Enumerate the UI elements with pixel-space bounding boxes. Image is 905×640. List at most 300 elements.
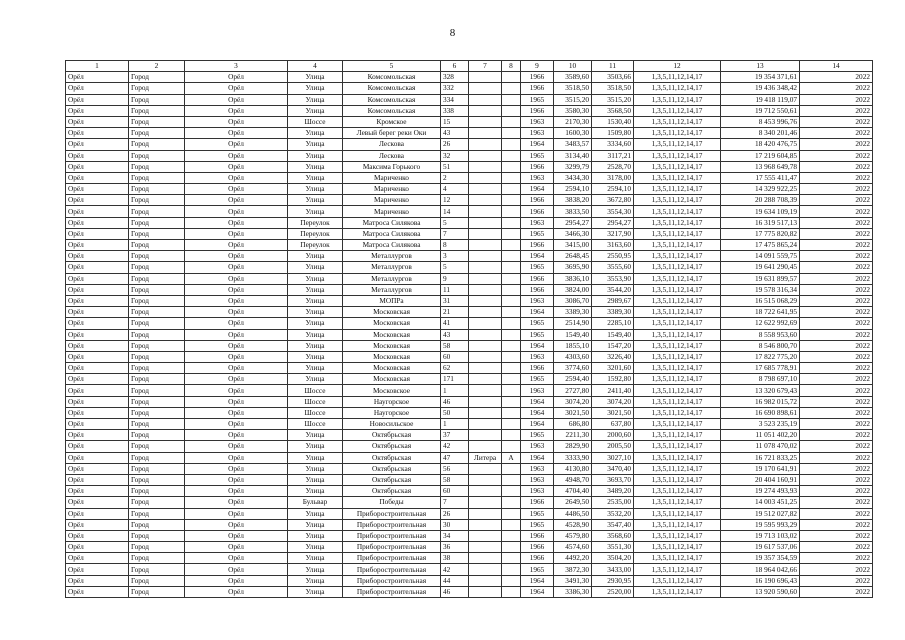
table-cell: 1966 — [521, 497, 554, 508]
table-cell: Улица — [288, 273, 343, 284]
table-cell: Орёл — [185, 519, 288, 530]
table-cell — [502, 284, 521, 295]
table-cell: 1964 — [521, 251, 554, 262]
table-cell: Улица — [288, 94, 343, 105]
table-cell: Город — [129, 128, 185, 139]
table-cell — [502, 262, 521, 273]
table-row — [66, 351, 873, 362]
table-cell: 1963 — [521, 295, 554, 306]
table-cell: 3027,10 — [592, 452, 634, 463]
table-cell — [502, 318, 521, 329]
table-cell: 8 453 996,76 — [721, 116, 800, 127]
table-cell: 42 — [441, 441, 469, 452]
table-cell: 3021,50 — [592, 407, 634, 418]
table-cell: Лескова — [343, 139, 441, 150]
column-header: 8 — [502, 61, 521, 72]
table-cell — [469, 508, 502, 519]
table-cell: 3672,80 — [592, 195, 634, 206]
table-cell: 41 — [441, 318, 469, 329]
table-cell: 3491,30 — [554, 575, 592, 586]
table-cell — [502, 474, 521, 485]
table-cell: Орёл — [185, 195, 288, 206]
table-cell: 1,3,5,11,12,14,17 — [634, 251, 721, 262]
table-cell — [469, 262, 502, 273]
table-cell: 2535,00 — [592, 497, 634, 508]
table-cell: Орёл — [185, 150, 288, 161]
table-cell: 16 721 833,25 — [721, 452, 800, 463]
table-cell: 15 — [441, 116, 469, 127]
table-cell — [469, 217, 502, 228]
table-cell: 1,3,5,11,12,14,17 — [634, 564, 721, 575]
table-cell: Город — [129, 251, 185, 262]
table-cell: Улица — [288, 284, 343, 295]
table-cell: Орёл — [66, 519, 129, 530]
table-cell — [469, 396, 502, 407]
table-cell: 62 — [441, 363, 469, 374]
table-cell: Город — [129, 161, 185, 172]
table-row — [66, 184, 873, 195]
table-cell: 56 — [441, 463, 469, 474]
table-cell: Улица — [288, 195, 343, 206]
table-cell: Московская — [343, 318, 441, 329]
table-cell: 1965 — [521, 94, 554, 105]
table-cell: 3134,40 — [554, 150, 592, 161]
table-cell: 2005,50 — [592, 441, 634, 452]
table-cell: Металлургов — [343, 251, 441, 262]
table-cell: Город — [129, 564, 185, 575]
table-cell: Московская — [343, 329, 441, 340]
table-cell — [502, 139, 521, 150]
table-cell: 1530,40 — [592, 116, 634, 127]
table-cell: 2528,70 — [592, 161, 634, 172]
table-cell: 14 003 451,25 — [721, 497, 800, 508]
table-cell — [502, 519, 521, 530]
table-cell: 4574,60 — [554, 542, 592, 553]
table-cell: 7 — [441, 497, 469, 508]
table-cell: 2000,60 — [592, 430, 634, 441]
table-cell: 2022 — [800, 273, 873, 284]
table-cell: 36 — [441, 542, 469, 553]
table-cell: 2594,10 — [592, 184, 634, 195]
table-cell: 8 — [441, 240, 469, 251]
table-cell: 1966 — [521, 161, 554, 172]
table-cell: 1965 — [521, 329, 554, 340]
table-cell: 2022 — [800, 72, 873, 83]
table-cell — [469, 553, 502, 564]
table-cell: Орёл — [66, 217, 129, 228]
table-cell: 2022 — [800, 519, 873, 530]
table-cell: 4130,80 — [554, 463, 592, 474]
table-cell: 1,3,5,11,12,14,17 — [634, 318, 721, 329]
table-cell — [469, 251, 502, 262]
table-cell: Улица — [288, 105, 343, 116]
table-cell: 1963 — [521, 463, 554, 474]
table-cell: Орёл — [185, 419, 288, 430]
table-cell: Орёл — [185, 329, 288, 340]
table-cell: 43 — [441, 128, 469, 139]
table-cell: 17 555 411,47 — [721, 172, 800, 183]
table-cell: 11 078 470,02 — [721, 441, 800, 452]
table-row — [66, 228, 873, 239]
table-cell: Город — [129, 240, 185, 251]
table-cell: Город — [129, 430, 185, 441]
table-cell: 19 436 348,42 — [721, 83, 800, 94]
table-cell: Орёл — [66, 530, 129, 541]
table-row — [66, 195, 873, 206]
table-cell: 1,3,5,11,12,14,17 — [634, 575, 721, 586]
table-cell: МОПРа — [343, 295, 441, 306]
table-cell: Город — [129, 497, 185, 508]
table-cell: 8 558 953,60 — [721, 329, 800, 340]
table-row — [66, 72, 873, 83]
table-cell — [502, 206, 521, 217]
table-cell: Улица — [288, 441, 343, 452]
table-row — [66, 161, 873, 172]
table-cell: 4486,50 — [554, 508, 592, 519]
table-cell: Орёл — [185, 385, 288, 396]
table-cell — [469, 72, 502, 83]
table-cell: 3433,00 — [592, 564, 634, 575]
table-cell: Город — [129, 150, 185, 161]
table-cell: 4948,70 — [554, 474, 592, 485]
table-cell: 3774,60 — [554, 363, 592, 374]
table-cell: Город — [129, 318, 185, 329]
table-cell: Город — [129, 273, 185, 284]
table-cell: Комсомольская — [343, 94, 441, 105]
column-header: 12 — [634, 61, 721, 72]
table-cell: Орёл — [185, 128, 288, 139]
table-cell: 1963 — [521, 351, 554, 362]
table-cell: 2022 — [800, 441, 873, 452]
table-cell: 2022 — [800, 575, 873, 586]
table-cell: Улица — [288, 340, 343, 351]
table-cell: Орёл — [66, 273, 129, 284]
table-cell: Орёл — [66, 240, 129, 251]
table-cell: Город — [129, 407, 185, 418]
table-cell: Улица — [288, 128, 343, 139]
table-cell: 21 — [441, 307, 469, 318]
table-cell: Шоссе — [288, 385, 343, 396]
table-cell — [502, 273, 521, 284]
table-cell: 1,3,5,11,12,14,17 — [634, 72, 721, 83]
table-cell: 8 340 201,46 — [721, 128, 800, 139]
table-cell: 328 — [441, 72, 469, 83]
table-cell — [502, 340, 521, 351]
table-cell: 3515,20 — [592, 94, 634, 105]
column-header: 1 — [66, 61, 129, 72]
table-row — [66, 463, 873, 474]
table-cell — [502, 441, 521, 452]
table-row — [66, 586, 873, 597]
table-cell: 1963 — [521, 474, 554, 485]
table-cell: 19 274 493,93 — [721, 486, 800, 497]
table-cell: Город — [129, 474, 185, 485]
table-cell: 338 — [441, 105, 469, 116]
table-cell: 1,3,5,11,12,14,17 — [634, 161, 721, 172]
table-cell: Орёл — [185, 217, 288, 228]
table-cell: Орёл — [66, 116, 129, 127]
table-cell: 1,3,5,11,12,14,17 — [634, 419, 721, 430]
table-cell: Мариченко — [343, 184, 441, 195]
table-cell: Лескова — [343, 150, 441, 161]
table-cell: 1,3,5,11,12,14,17 — [634, 441, 721, 452]
table-cell: 37 — [441, 430, 469, 441]
table-cell: 1,3,5,11,12,14,17 — [634, 172, 721, 183]
table-cell: 3217,90 — [592, 228, 634, 239]
table-cell: 2727,80 — [554, 385, 592, 396]
table-cell: 1963 — [521, 128, 554, 139]
column-header: 6 — [441, 61, 469, 72]
table-cell: 1964 — [521, 452, 554, 463]
table-row — [66, 116, 873, 127]
table-cell: Комсомольская — [343, 83, 441, 94]
table-cell: Орёл — [185, 351, 288, 362]
table-cell: 3555,60 — [592, 262, 634, 273]
table-cell: Орёл — [66, 575, 129, 586]
table-cell: 16 190 696,43 — [721, 575, 800, 586]
table-cell: Город — [129, 419, 185, 430]
table-cell — [502, 508, 521, 519]
table-cell: 1966 — [521, 195, 554, 206]
table-cell: Наугорское — [343, 396, 441, 407]
table-cell: Приборостроительная — [343, 575, 441, 586]
column-header: 9 — [521, 61, 554, 72]
table-cell: Город — [129, 228, 185, 239]
table-cell: Наугорское — [343, 407, 441, 418]
table-cell: 1,3,5,11,12,14,17 — [634, 340, 721, 351]
table-cell: Город — [129, 206, 185, 217]
table-cell: 2954,27 — [592, 217, 634, 228]
table-cell: 1,3,5,11,12,14,17 — [634, 116, 721, 127]
table-cell: 18 420 476,75 — [721, 139, 800, 150]
table-cell: Орёл — [185, 228, 288, 239]
table-cell: Орёл — [66, 307, 129, 318]
table-cell: Литера — [469, 452, 502, 463]
table-cell: Матроса Силякова — [343, 217, 441, 228]
table-cell: 4492,20 — [554, 553, 592, 564]
table-cell: 46 — [441, 586, 469, 597]
table-cell — [469, 128, 502, 139]
table-cell: 19 617 537,06 — [721, 542, 800, 553]
table-cell: 3532,20 — [592, 508, 634, 519]
table-cell: Город — [129, 295, 185, 306]
table-cell: 1965 — [521, 564, 554, 575]
table-cell: 1,3,5,11,12,14,17 — [634, 530, 721, 541]
table-cell: 17 219 604,85 — [721, 150, 800, 161]
table-cell: 1,3,5,11,12,14,17 — [634, 396, 721, 407]
table-cell: 1966 — [521, 206, 554, 217]
table-cell: Орёл — [66, 105, 129, 116]
table-cell: Орёл — [185, 72, 288, 83]
table-cell: 1,3,5,11,12,14,17 — [634, 83, 721, 94]
table-cell: 38 — [441, 553, 469, 564]
table-cell: Орёл — [185, 116, 288, 127]
table-cell: 30 — [441, 519, 469, 530]
table-cell — [469, 385, 502, 396]
table-cell: Город — [129, 363, 185, 374]
table-cell: 1964 — [521, 407, 554, 418]
table-cell: Орёл — [66, 161, 129, 172]
table-cell: 3021,50 — [554, 407, 592, 418]
table-cell — [502, 586, 521, 597]
table-cell: 2022 — [800, 228, 873, 239]
table-cell: 31 — [441, 295, 469, 306]
table-cell: 19 357 354,59 — [721, 553, 800, 564]
table-cell: 1,3,5,11,12,14,17 — [634, 351, 721, 362]
table-cell: 2550,95 — [592, 251, 634, 262]
table-cell: 3824,00 — [554, 284, 592, 295]
table-cell: 19 712 550,61 — [721, 105, 800, 116]
table-cell: Орёл — [66, 94, 129, 105]
table-cell: 18 964 042,66 — [721, 564, 800, 575]
table-cell: 2022 — [800, 530, 873, 541]
table-cell: 3568,60 — [592, 530, 634, 541]
table-cell: 3415,00 — [554, 240, 592, 251]
table-cell — [502, 430, 521, 441]
table-row — [66, 340, 873, 351]
table-cell: 20 404 160,91 — [721, 474, 800, 485]
table-cell: Орёл — [185, 184, 288, 195]
table-cell: 5 — [441, 217, 469, 228]
table-cell: Улица — [288, 139, 343, 150]
table-cell: Город — [129, 284, 185, 295]
table-cell — [502, 374, 521, 385]
table-cell: 9 — [441, 273, 469, 284]
table-cell: Улица — [288, 150, 343, 161]
table-cell: 2022 — [800, 195, 873, 206]
table-cell: 1,3,5,11,12,14,17 — [634, 139, 721, 150]
table-cell: 60 — [441, 351, 469, 362]
table-cell: Орёл — [66, 351, 129, 362]
table-cell: 3515,20 — [554, 94, 592, 105]
table-cell — [502, 486, 521, 497]
table-cell — [502, 351, 521, 362]
table-cell — [502, 396, 521, 407]
table-cell: Улица — [288, 519, 343, 530]
table-cell — [502, 217, 521, 228]
table-cell: Левый берег реки Оки — [343, 128, 441, 139]
table-cell: 34 — [441, 530, 469, 541]
table-cell: 3544,20 — [592, 284, 634, 295]
table-cell: Орёл — [66, 542, 129, 553]
table-cell — [502, 530, 521, 541]
table-row — [66, 172, 873, 183]
table-cell: 1966 — [521, 105, 554, 116]
table-cell: Орёл — [185, 284, 288, 295]
table-row — [66, 474, 873, 485]
table-cell: 2022 — [800, 407, 873, 418]
table-cell: 2022 — [800, 586, 873, 597]
table-cell: 1,3,5,11,12,14,17 — [634, 195, 721, 206]
table-cell — [469, 575, 502, 586]
table-cell: 1509,80 — [592, 128, 634, 139]
table-cell — [469, 273, 502, 284]
table-cell: 43 — [441, 329, 469, 340]
table-cell: 2022 — [800, 217, 873, 228]
table-cell: 19 354 371,61 — [721, 72, 800, 83]
table-cell — [469, 150, 502, 161]
table-row — [66, 139, 873, 150]
table-cell: Орёл — [185, 273, 288, 284]
table-cell: 3333,90 — [554, 452, 592, 463]
table-cell: 2022 — [800, 240, 873, 251]
column-header: 3 — [185, 61, 288, 72]
table-cell: Октябрьская — [343, 486, 441, 497]
table-row — [66, 441, 873, 452]
table-cell: 3503,66 — [592, 72, 634, 83]
table-cell: 3551,30 — [592, 542, 634, 553]
table-cell: Орёл — [66, 407, 129, 418]
table-cell: 1549,40 — [554, 329, 592, 340]
table-cell: 3518,50 — [554, 83, 592, 94]
table-cell: Город — [129, 217, 185, 228]
table-cell: 3838,20 — [554, 195, 592, 206]
table-cell: Приборостроительная — [343, 553, 441, 564]
table-row — [66, 240, 873, 251]
table-cell: Орёл — [66, 72, 129, 83]
table-cell — [469, 564, 502, 575]
table-cell: Орёл — [66, 497, 129, 508]
table-cell — [502, 385, 521, 396]
table-cell: 1,3,5,11,12,14,17 — [634, 273, 721, 284]
table-cell: 1,3,5,11,12,14,17 — [634, 105, 721, 116]
table-cell: Улица — [288, 553, 343, 564]
table-cell: Город — [129, 72, 185, 83]
table-cell — [502, 195, 521, 206]
table-cell: Город — [129, 575, 185, 586]
table-cell: Бульвар — [288, 497, 343, 508]
table-cell: Город — [129, 542, 185, 553]
table-row — [66, 94, 873, 105]
table-cell: 1966 — [521, 363, 554, 374]
table-cell: Город — [129, 553, 185, 564]
table-cell: Улица — [288, 262, 343, 273]
table-cell: 1966 — [521, 530, 554, 541]
table-cell: Октябрьская — [343, 430, 441, 441]
table-cell: 19 641 290,45 — [721, 262, 800, 273]
table-cell: 19 578 316,34 — [721, 284, 800, 295]
table-cell: 5 — [441, 262, 469, 273]
table-cell: 18 722 641,95 — [721, 307, 800, 318]
table-cell: 2022 — [800, 463, 873, 474]
table-cell: 3117,21 — [592, 150, 634, 161]
table-cell: 2022 — [800, 128, 873, 139]
table-cell: 2022 — [800, 329, 873, 340]
table-cell: Орёл — [66, 452, 129, 463]
table-cell: Комсомольская — [343, 72, 441, 83]
table-cell: Улица — [288, 206, 343, 217]
table-cell: 1966 — [521, 273, 554, 284]
table-cell: Город — [129, 441, 185, 452]
table-row — [66, 284, 873, 295]
table-cell: Московская — [343, 340, 441, 351]
table-cell: 3434,30 — [554, 172, 592, 183]
table-cell: Металлургов — [343, 262, 441, 273]
table-cell: Улица — [288, 351, 343, 362]
table-cell: 637,80 — [592, 419, 634, 430]
table-cell: 1,3,5,11,12,14,17 — [634, 307, 721, 318]
table-cell: Орёл — [66, 318, 129, 329]
table-cell: Московская — [343, 351, 441, 362]
table-cell: Приборостроительная — [343, 542, 441, 553]
table-cell: 1964 — [521, 396, 554, 407]
table-row — [66, 575, 873, 586]
table-cell: Переулок — [288, 228, 343, 239]
table-cell: Переулок — [288, 240, 343, 251]
table-cell: 3483,57 — [554, 139, 592, 150]
table-cell: Орёл — [185, 139, 288, 150]
table-cell: 1965 — [521, 150, 554, 161]
